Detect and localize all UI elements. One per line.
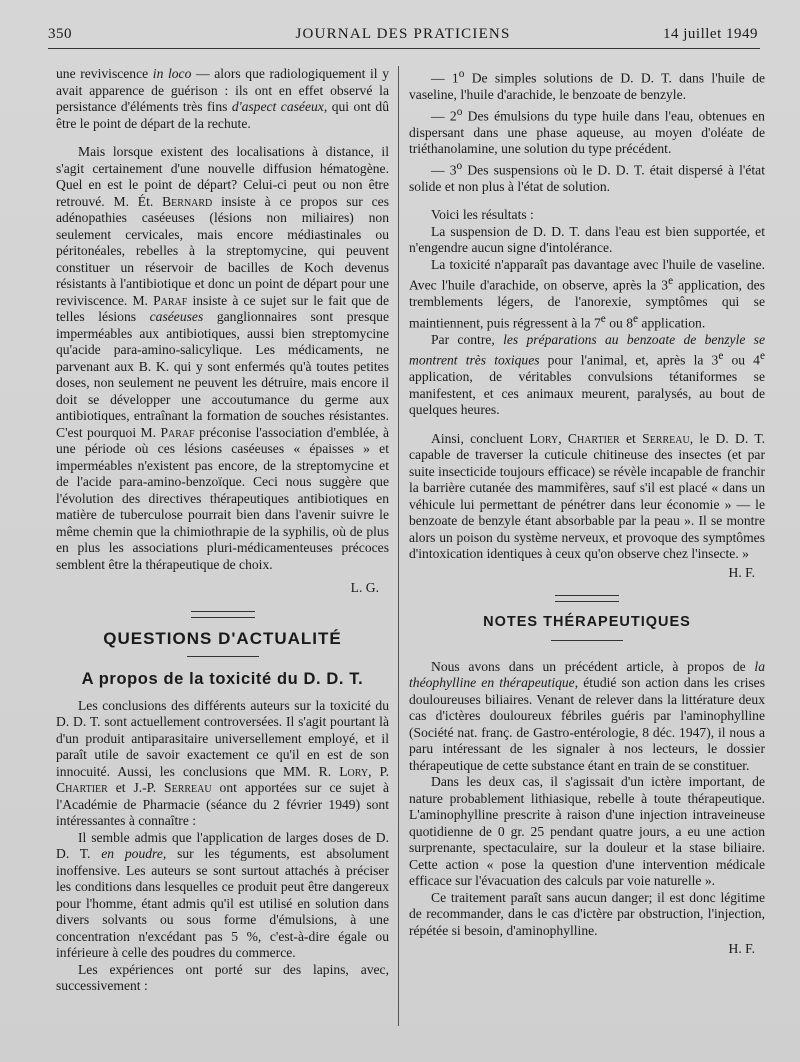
running-header bbox=[48, 26, 758, 48]
column-divider bbox=[398, 66, 399, 1026]
author-name: Lory bbox=[339, 763, 369, 779]
issue-date: 14 juillet 1949 bbox=[663, 26, 758, 42]
paragraph: Ainsi, concluent Lory, Chartier et Serreau, le D. D. T. capable de traverser la cuticule chitineuse des insectes (et par suite insecticide toujours efficace) se révèle incapable de franchir la barrière cutanée des mammifères, sauf s'il est placé « dans un véhicule lui permettant de pénétrer dans leur économie » — le benzoate de benzyle étant absorbable par la peau ». Il se montre alors un poison du système nerveux, et provoque des symptômes d'intoxication identiques à ceux qu'on observe chez l'insecte. » bbox=[409, 430, 766, 562]
author-name: Bernard bbox=[162, 193, 213, 209]
paragraph: Les expériences ont porté sur des lapins, avec, successivement : bbox=[56, 961, 389, 993]
author-name: Chartier bbox=[56, 780, 108, 795]
list-item: — 1$^o$ De simples solutions de D. D. T. dans l'huile de vaseline, l'huile d'arachide, le benzoate de benzyle. bbox=[409, 68, 765, 103]
paragraph: Ce traitement paraît sans aucun danger; il est donc légitime de recommander, dans le cas d'ictère par obstruction, l'injection, répétée si besoin, d'aminophylline. bbox=[409, 889, 765, 938]
section-title: NOTES THÉRAPEUTIQUES bbox=[483, 614, 691, 631]
paragraph: Voici les résultats : bbox=[431, 207, 534, 223]
list-item: — 3$^o$ Des suspensions où le D. D. T. était dispersé à l'état solide et non plus à l'état de solution. bbox=[409, 159, 765, 194]
paragraph: La suspension de D. D. T. dans l'eau est bien supportée, et n'engendre aucun signe d'intolérance. bbox=[409, 223, 765, 256]
author-name: Serreau bbox=[642, 430, 690, 446]
paragraph: Mais lorsque existent des localisations à distance, il s'agit certainement d'une nouvelle diffusion hématogène. Quel en est le point de départ? Celui-ci peut ou non être retrouvé. M. Ét. Bernard insiste à ce propos sur ces adénopathies caséeuses (lésions non miliaires) non seulement cervicales, mais encore médiastinales ou péritonéales, rebelles à la streptomycine, qui peuvent constituer un réservoir de bacilles de Koch devenus résistants à l'antibiotique et donc un point de départ pour une reviviscence. M. Paraf insiste à ce sujet sur le fait que de telles lésions caséeuses ganglionnaires sont presque imperméables aux antibiotiques, aussi bien streptomycine qu'acide para-amino-salicylique. Les médicaments, ne parvenant aux B. K. qui y sont enfermés qu'à toutes petites doses, non seulement ne peuvent les détruire, mais encore il doit se développer une accoutumance du germe aux antibiotiques, entraînant la formation de souches résistantes. C'est pourquoi M. Paraf préconise l'association d'emblée, à une période où ces lésions caséeuses « épaisses » et imperméables n'existent pas encore, de la streptomycine et de l'acide para-amino-benzoïque. Ceci nous suggère que l'évolution des directives thérapeutiques antibiotiques en matière de tuberculose pourrait bien dans l'avenir suivre le même chemin que la chimiothrapie de la syphilis, où de plus en plus les associations pluri-médicamenteuses précoces semblent être la thérapeutique de choix. bbox=[56, 144, 389, 572]
article-title: A propos de la toxicité du D. D. T. bbox=[81, 670, 364, 688]
author-name: Paraf bbox=[160, 424, 195, 440]
signature: H. F. bbox=[728, 941, 755, 957]
author-name: Serreau bbox=[164, 780, 212, 795]
title-rule bbox=[187, 656, 259, 657]
paragraph: Par contre, les préparations au benzoate de benzyle se montrent très toxiques pour l'animal, et, après la 3e ou 4e application, de véritables convulsions tétaniformes se manifestent, et ces animaux meurent, paralysés, au bout de quelques heures. bbox=[409, 331, 766, 418]
page-number: 350 bbox=[48, 26, 72, 42]
paragraph: Il semble admis que l'application de larges doses de D. D. T. en poudre, sur les téguments, est absolument inoffensive. Les auteurs se sont surtout attachés à préciser les conditions dans lesquelles ce produit peut être dangereux pour l'homme, étant admis qu'il est utilisé en solution dans divers solvants ou sous forme d'émulsions, à une concentration n'excédant pas 5 %, c'est-à-dire égale ou inférieure à celle des poudres du commerce. bbox=[56, 829, 389, 960]
title-rule bbox=[551, 640, 623, 641]
paragraph: La toxicité n'apparaît pas davantage avec l'huile de vaseline. Avec l'huile d'arachide, on observe, après la 3e application, des tremblements légers, de l'anorexie, symptômes qui se maintiennent, puis régressent à la 7e ou 8e application. bbox=[409, 256, 765, 331]
right-column bbox=[409, 66, 765, 958]
paragraph: Dans les deux cas, il s'agissait d'un ictère important, de nature probablement lithiasique, rebelle à toute thérapeutique. L'aminophylline prescrite à raison d'une injection intraveineuse quotidienne de 0 gr. 25 pendant quatre jours, a eu une action surprenante, spectaculaire, sur la douleur et la stase biliaire. Cette action « pose la question d'une intervention médicale efficace sur l'évacuation des calculs par voie naturelle ». bbox=[409, 774, 765, 889]
section-rule bbox=[191, 611, 255, 618]
header-rule bbox=[48, 48, 760, 49]
section-rule bbox=[555, 595, 619, 602]
left-column bbox=[56, 66, 389, 995]
paragraph: une reviviscence in loco — alors que radiologiquement il y avait apparence de guérison : ils ont en effet observé la persistance d'éléments très fins d'aspect caséeux, qui ont dû être le point de départ de la rechute. bbox=[56, 66, 389, 131]
section-title: QUESTIONS D'ACTUALITÉ bbox=[103, 628, 342, 648]
author-name: Lory bbox=[529, 430, 559, 446]
author-name: Chartier bbox=[567, 430, 620, 446]
paragraph: Les conclusions des différents auteurs sur la toxicité du D. D. T. sont actuellement controversées. Il s'agit pourtant là d'un produit antiparasitaire universellement employé, et il paraît utile de savoir exactement ce qu'il en est de son innocuité. Aussi, les conclusions que MM. R. Lory, P. Chartier et J.-P. Serreau ont apportées sur ce sujet à l'Académie de Pharmacie (séance du 2 février 1949) sont intéressantes à connaître : bbox=[56, 697, 390, 828]
list-item: — 2$^o$ Des émulsions du type huile dans l'eau, obtenues en dispersant dans une phase aqueuse, au moyen d'oléate de triéthanolamine, une solution du type précédent. bbox=[409, 105, 765, 157]
author-name: Paraf bbox=[153, 292, 188, 308]
journal-title: JOURNAL DES PRATICIENS bbox=[295, 26, 511, 42]
signature: H. F. bbox=[728, 564, 755, 580]
signature: L. G. bbox=[350, 580, 379, 595]
paragraph: Nous avons dans un précédent article, à propos de la théophylline en thérapeutique, étudié son action dans les crises douloureuses biliaires. Venant de relever dans la littérature deux cas d'ictères douloureux fébriles guéris par l'aminophylline (Société nat. franç. de Gastro-entérologie, 8 déc. 1947), il nous a paru intéressant de les signaler à nos lecteurs, le dossier thérapeutique de cette substance étant en train de se constituer. bbox=[409, 658, 766, 773]
